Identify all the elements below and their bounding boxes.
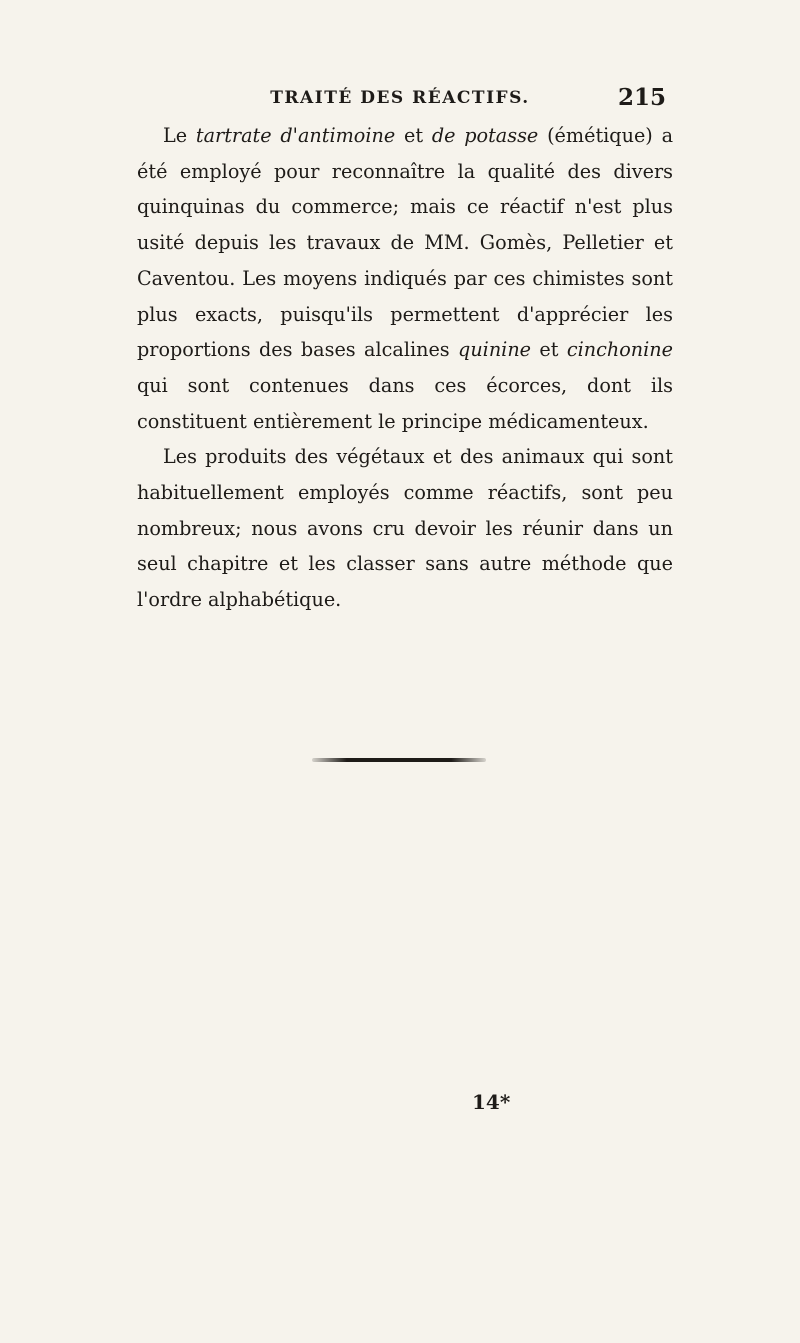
paragraph-1-text-1: (émétique) a été employé pour reconnaître la qualité des divers quinquinas du commerce; mais ce réactif n'est plus usité depuis les travaux de MM. Gomès, Pelletier et Caventou. Les moyens indiqués par ces chimistes sont plus exacts, puisqu'ils permettent d'apprécier les proportions des bases alcalines: [137, 124, 674, 362]
paragraph-2: Les produits des végétaux et des animaux qui sont habituellement employés comme réactifs, sont peu nombreux; nous avons cru devoir les réunir dans un seul chapitre et les classer sans autre méthode que l'ordre alphabétique.: [137, 445, 673, 612]
paragraph-1-lead: Le: [163, 124, 196, 147]
paragraph-1-mid-1: et: [395, 124, 432, 147]
paragraph-1-text-2: qui sont contenues dans ces écorces, dont ils constituent entièrement le principe médicamenteux.: [137, 373, 673, 433]
signature-mark: 14*: [472, 1090, 511, 1114]
term-quinine: quinine: [458, 338, 532, 362]
section-end-rule: [312, 758, 486, 762]
paragraph-1: [137, 118, 673, 439]
page-number: 215: [617, 84, 666, 111]
paragraph-1-mid-2: et: [531, 338, 567, 362]
running-head: [0, 82, 800, 118]
term-cinchonine: cinchonine: [566, 338, 673, 362]
running-title: TRAITÉ DES RÉACTIFS.: [270, 88, 530, 108]
term-tartrate-antimoine: tartrate d'antimoine: [195, 124, 396, 147]
body-text: [137, 118, 673, 618]
term-potasse: de potasse: [431, 124, 539, 147]
